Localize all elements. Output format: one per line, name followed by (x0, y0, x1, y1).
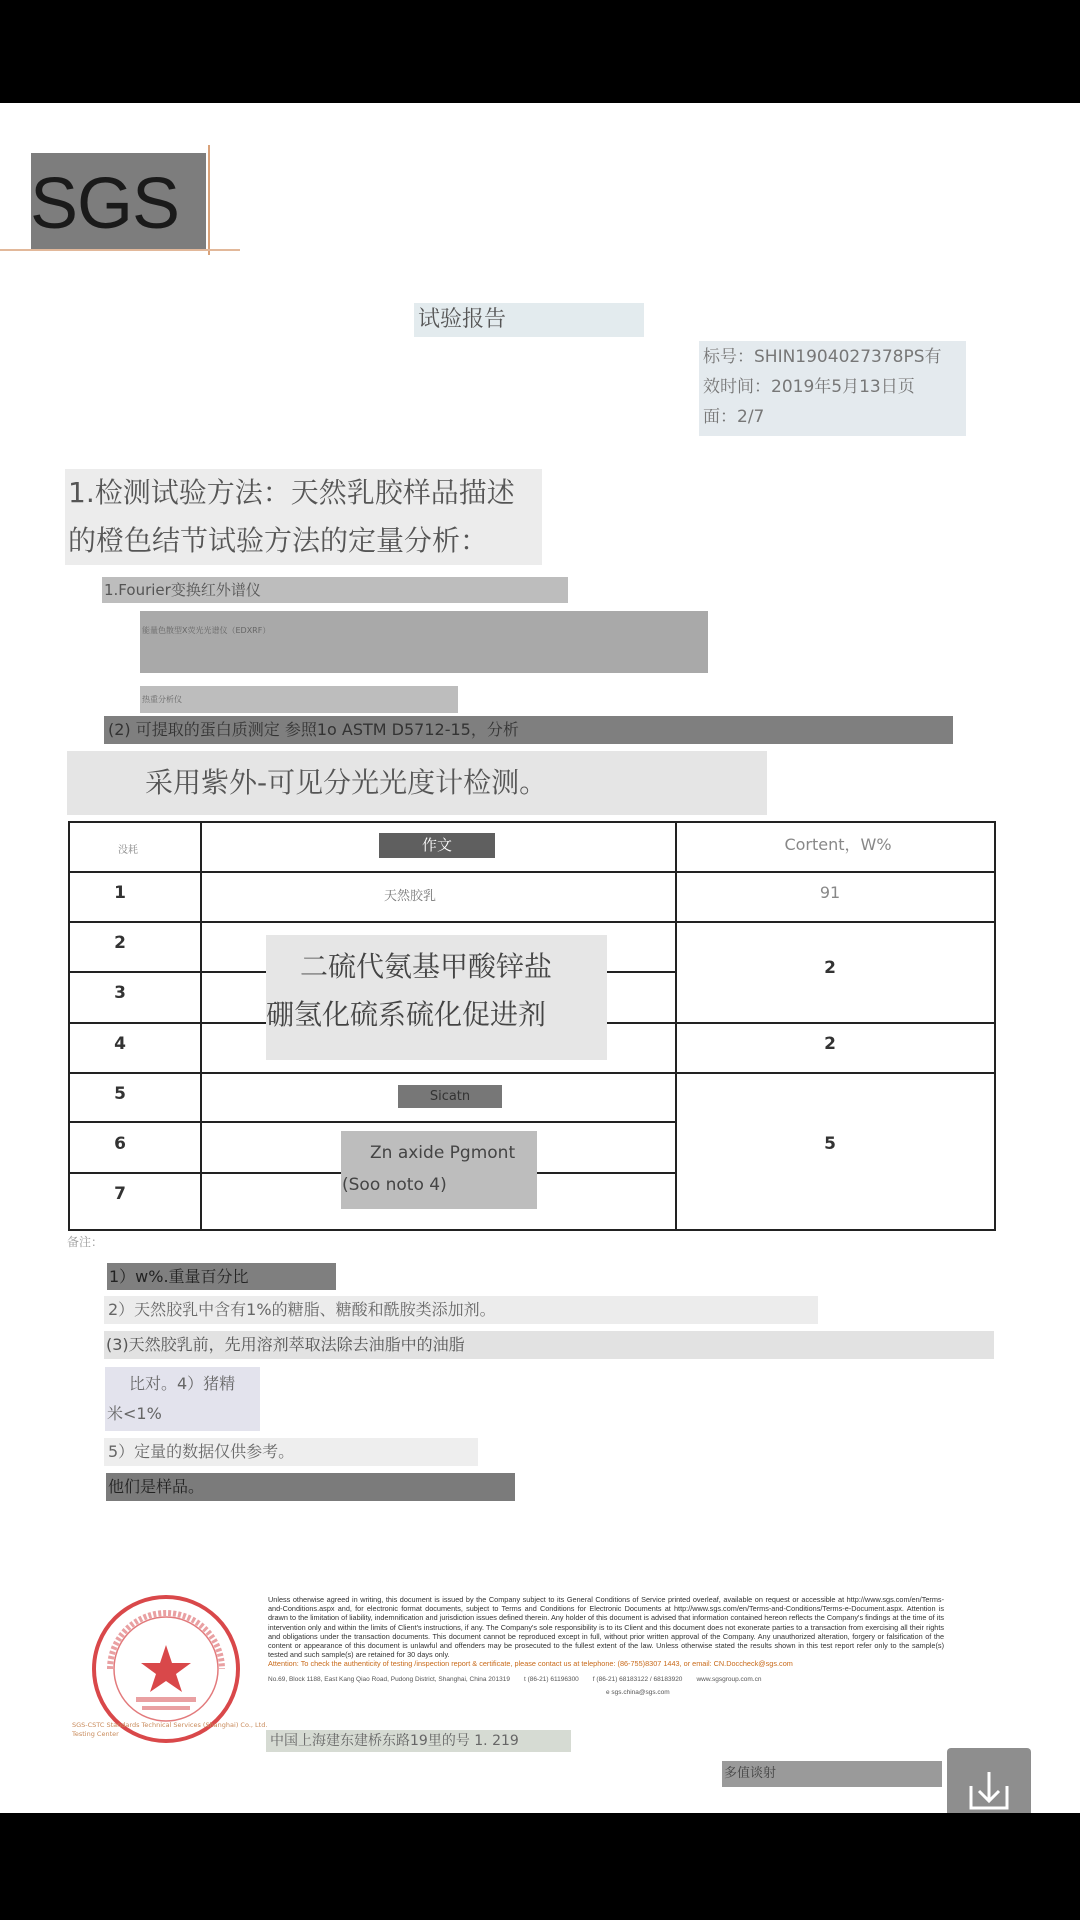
note-1: 1）w%.重量百分比 (107, 1263, 336, 1290)
row-6-num: 6 (114, 1134, 126, 1154)
note-4 (105, 1367, 260, 1431)
seal-label: SGS-CSTC Standards Technical Services (Shanghai) Co., Ltd. Testing Center (72, 1721, 268, 1738)
bottom-black-bar (0, 1813, 1080, 1920)
header-no: 没耗 (118, 845, 138, 856)
report-number-line: 标号：SHIN1904027378PS有 (703, 347, 942, 367)
document-page (0, 103, 1080, 1813)
header-content: Cortent，W% (784, 835, 892, 854)
authenticity-text: Attention: To check the authenticity of testing /inspection report & certificate, please contact us at telephone: (86-755)8307 1443, or email: CN.Doccheck@sgs.com (268, 1659, 793, 1669)
address-row-1 (268, 1675, 944, 1684)
report-title: 试验报告 (414, 303, 644, 337)
sulfur-accelerator: 硼氢化硫系硫化促进剂 (266, 998, 547, 1031)
table-divider (70, 1072, 994, 1074)
notes-label: 备注： (67, 1235, 104, 1249)
section-heading-line-1: 1.检测试验方法：天然乳胶样品描述 (68, 476, 515, 509)
composition-table (68, 821, 996, 1231)
row-4-num: 4 (114, 1034, 126, 1054)
row-1-name: 天然胶乳 (383, 889, 436, 904)
note-4-line-1: 比对。4）猪精 (129, 1374, 236, 1393)
value-rows-2-3: 2 (824, 958, 836, 978)
row-1-num: 1 (114, 883, 126, 903)
address-cn: 中国上海建东建桥东路19里的号 1. 219 (266, 1730, 571, 1752)
method-tga: 热重分析仪 (140, 686, 458, 713)
sgs-logo-text: SGS (30, 164, 180, 244)
fax: f (86-21) 68183122 / 68183920 (592, 1675, 683, 1683)
download-icon (947, 1748, 1031, 1813)
note-5: 5）定量的数据仅供参考。 (104, 1438, 478, 1466)
terms-text: Unless otherwise agreed in writing, this document is issued by the Company subject to its General Conditions of Service printed overleaf, available on request or accessible at http://www.sgs.com/en/Terms-and-Conditions.aspx and, for electronic format documents, subject to Terms and Conditions for Electronic Documents at http://www.sgs.com/en/Terms-and-Conditions/Terms-e-Document.aspx. Attention is drawn to the limitation of liability, indemnification and jurisdiction issues defined therein. Any holder of this document is advised that information contained hereon reflects the Company's findings at the time of its intervention only and within the limits of Client's instructions, if any. The Company's sole responsibility is to its Client and this document does not exonerate parties to a transaction from exercising all their rights and obligations under the transaction documents. This document cannot be reproduced except in full, without prior written approval of the Company. Any unauthorized alteration, forgery or falsification of the content or appearance of this document is unlawful and offenders may be prosecuted to the fullest extent of the law. Unless otherwise stated the results shown in this test report refer only to the sample(s) tested and such sample(s) are retained for 30 days only. (268, 1595, 944, 1660)
web: www.sgsgroup.com.cn (696, 1675, 762, 1683)
value-rows-5-7: 5 (824, 1134, 836, 1154)
terms-fine-print (268, 1595, 944, 1697)
email: e sgs.china@sgs.com (606, 1688, 670, 1696)
row-5-num: 5 (114, 1084, 126, 1104)
table-divider (200, 823, 202, 1229)
table-divider (70, 921, 994, 923)
note-3: (3)天然胶乳前，先用溶剂萃取法除去油脂中的油脂 (104, 1331, 994, 1359)
zinc-dithiocarbamate: 二硫代氨基甲酸锌盐 (300, 950, 553, 983)
row-5-name: Sicatn (429, 1089, 471, 1104)
note-2: 2）天然胶乳中含有1%的糖脂、糖酸和酰胺类添加剂。 (104, 1296, 818, 1324)
table-divider (70, 1121, 675, 1123)
report-date-line: 效时间：2019年5月13日页 (703, 377, 915, 397)
download-button[interactable] (947, 1748, 1031, 1813)
multi-signature-label: 多值谈射 (722, 1761, 942, 1787)
method-1: 1.Fourier变换红外谱仪 (102, 577, 568, 603)
logo-divider-horizontal (0, 249, 240, 251)
row-2-num: 2 (114, 933, 126, 953)
row-3-num: 3 (114, 983, 126, 1003)
report-number-block (699, 341, 966, 436)
table-divider (70, 871, 994, 873)
note-4-line-2: 米<1% (107, 1404, 162, 1423)
table-divider (675, 823, 677, 1229)
method-edxrf: 能量色散型X荧光光谱仪（EDXRF） (140, 611, 708, 673)
section-heading-line-2: 的橙色结节试验方法的定量分析： (68, 524, 489, 557)
section-heading (65, 469, 542, 565)
logo-divider-vertical (208, 145, 210, 255)
address-en: No.69, Block 1188, East Kang Qiao Road, Pudong District, Shanghai, China 201319 (268, 1675, 510, 1683)
value-row-4: 2 (824, 1034, 836, 1054)
row-7-num: 7 (114, 1184, 126, 1204)
report-page-line: 面：2/7 (703, 407, 765, 427)
uv-method-line: 采用紫外-可见分光光度计检测。 (67, 751, 767, 815)
method-2: (2) 可提取的蛋白质测定 参照1o ASTM D5712-15，分析 (104, 716, 953, 744)
zno-line-2: (Soo noto 4) (342, 1175, 447, 1195)
row-1-value: 91 (819, 883, 841, 902)
header-component: 作文 (421, 836, 452, 854)
note-6: 他们是样品。 (106, 1473, 515, 1501)
address-row-2 (268, 1688, 944, 1697)
top-black-bar (0, 0, 1080, 103)
tel: t (86-21) 61196300 (523, 1675, 579, 1683)
zno-line-1: Zn axide Pgmont (370, 1143, 516, 1163)
